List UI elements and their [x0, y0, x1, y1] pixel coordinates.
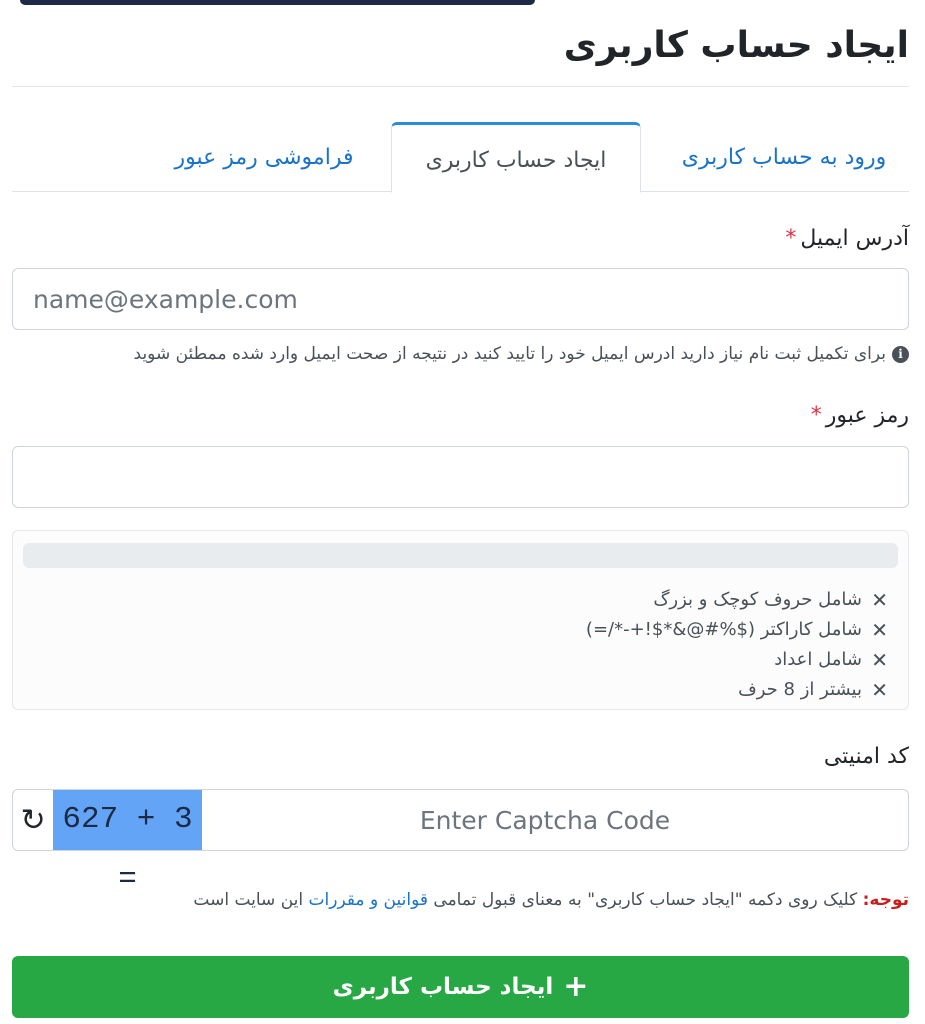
- password-rule-text: شامل کاراکتر ($%#@&*$!+-*/=): [585, 619, 862, 640]
- password-rules: [586, 585, 888, 705]
- captcha-image: 627 + 3 =: [53, 790, 202, 850]
- password-rule: [586, 585, 888, 615]
- password-strength-box: [12, 530, 909, 710]
- tab-forgot-password[interactable]: فراموشی رمز عبور: [174, 145, 354, 170]
- password-label-text: رمز عبور: [825, 403, 909, 428]
- captcha-group: [12, 789, 909, 897]
- terms-notice: [193, 890, 909, 910]
- required-mark: *: [785, 226, 797, 251]
- password-rule: [586, 675, 888, 705]
- plus-icon: +: [563, 969, 589, 1004]
- email-label-text: آدرس ایمیل: [800, 226, 909, 251]
- password-field[interactable]: [12, 446, 909, 508]
- captcha-input[interactable]: [202, 790, 908, 850]
- title-divider: [12, 86, 909, 87]
- refresh-captcha-button[interactable]: [13, 790, 53, 850]
- password-rule-text: بیشتر از 8 حرف: [738, 679, 862, 700]
- header-strip: [20, 0, 535, 5]
- email-label: [785, 226, 909, 251]
- required-mark: *: [810, 403, 822, 428]
- notice-text-before: کلیک روی دکمه "ایجاد حساب کاربری" به معنای قبول تمامی: [428, 890, 863, 910]
- notice-text-after: این سایت است: [193, 890, 309, 910]
- refresh-icon: ↻: [20, 802, 46, 838]
- tab-register[interactable]: ایجاد حساب کاربری: [391, 122, 641, 193]
- create-account-button[interactable]: [12, 956, 909, 1018]
- auth-tabs: [12, 122, 909, 192]
- password-label: [811, 403, 909, 428]
- captcha-label: کد امنیتی: [823, 744, 909, 769]
- password-rule: [586, 615, 888, 645]
- tab-login[interactable]: ورود به حساب کاربری: [681, 145, 887, 170]
- times-icon: ✕: [871, 618, 888, 642]
- times-icon: ✕: [871, 588, 888, 612]
- email-field[interactable]: [12, 268, 909, 330]
- page-title: ایجاد حساب کاربری: [563, 25, 909, 66]
- times-icon: ✕: [871, 678, 888, 702]
- password-strength-bar: [23, 543, 898, 568]
- terms-link[interactable]: قوانین و مقررات: [308, 890, 428, 910]
- password-rule-text: شامل حروف کوچک و بزرگ: [653, 589, 862, 610]
- times-icon: ✕: [871, 648, 888, 672]
- email-help-text: برای تکمیل ثبت نام نیاز دارید ادرس ایمیل خود را تایید کنید در نتیجه از صحت ایمیل وارد شده ممطئن شوید: [133, 344, 886, 364]
- password-rule: [586, 645, 888, 675]
- notice-label: توجه:: [862, 890, 909, 910]
- password-rule-text: شامل اعداد: [774, 649, 862, 670]
- info-circle-icon: i: [892, 346, 909, 363]
- create-account-label: ایجاد حساب کاربری: [332, 974, 554, 1000]
- email-help: [134, 344, 909, 364]
